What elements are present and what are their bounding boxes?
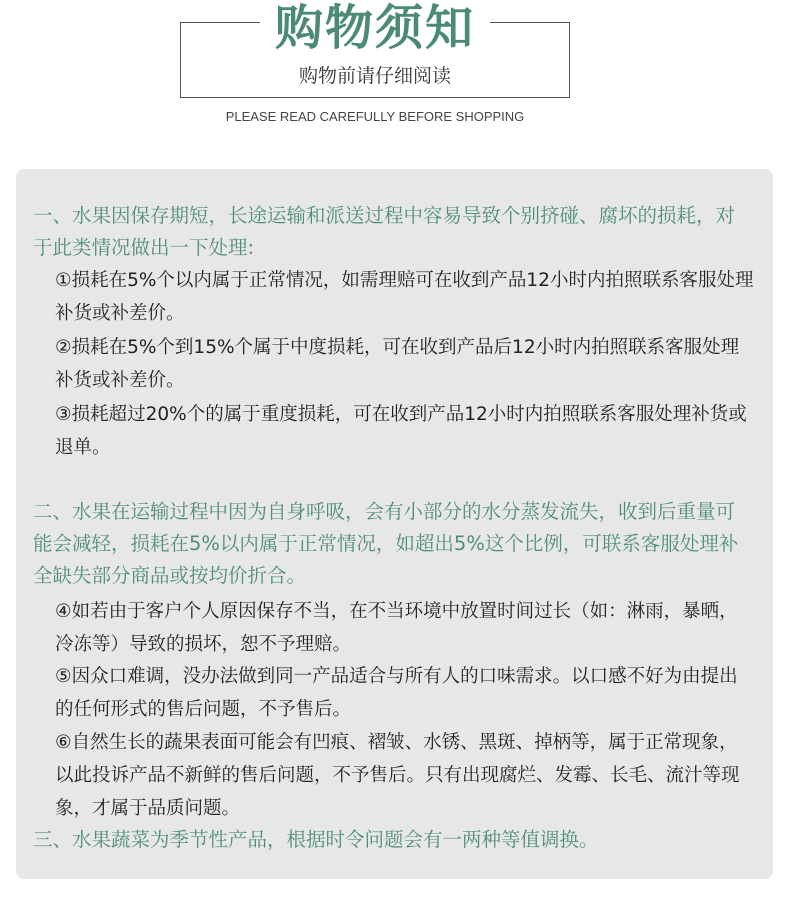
section-3-heading: 三、水果蔬菜为季节性产品，根据时令问题会有一两种等值调换。 xyxy=(33,828,599,851)
section-2-item-3: ⑥自然生长的蔬果表面可能会有凹痕、褶皱、水锈、黑斑、掉柄等，属于正常现象，以此投诉产品不新鲜的售后问题，不予售后。只有出现腐烂、发霉、长毛、流汁等现象，才属于品质问题。 xyxy=(55,732,740,819)
section-2-item-1: ④如若由于客户个人原因保存不当，在不当环境中放置时间过长（如：淋雨，暴晒，冷冻等）导致的损坏，恕不予理赔。 xyxy=(55,601,738,655)
english-subtitle: PLEASE READ CAREFULLY BEFORE SHOPPING xyxy=(225,109,525,124)
page-subtitle: 购物前请仔细阅读 xyxy=(298,65,451,87)
section-1-heading: 一、水果因保存期短，长途运输和派送过程中容易导致个别挤碰、腐坏的损耗，对于此类情况做出一下处理: xyxy=(33,204,736,259)
section-1-item-3: ③损耗超过20%个的属于重度损耗，可在收到产品12小时内拍照联系客服处理补货或退单。 xyxy=(55,404,747,458)
section-2-heading: 二、水果在运输过程中因为自身呼吸，会有小部分的水分蒸发流失，收到后重量可能会减轻，损耗在5%以内属于正常情况，如超出5%这个比例，可联系客服处理补全缺失部分商品或按均价折合。 xyxy=(33,500,739,587)
header xyxy=(0,0,790,140)
section-2-item-2: ⑤因众口难调，没办法做到同一产品适合与所有人的口味需求。以口感不好为由提出的任何形式的售后问题，不予售后。 xyxy=(55,666,738,720)
page-title: 购物须知 xyxy=(274,0,475,56)
section-1-item-1: ①损耗在5%个以内属于正常情况，如需理赔可在收到产品12小时内拍照联系客服处理补货或补差价。 xyxy=(55,270,754,324)
section-1-item-2: ②损耗在5%个到15%个属于中度损耗，可在收到产品后12小时内拍照联系客服处理补货或补差价。 xyxy=(55,337,740,391)
